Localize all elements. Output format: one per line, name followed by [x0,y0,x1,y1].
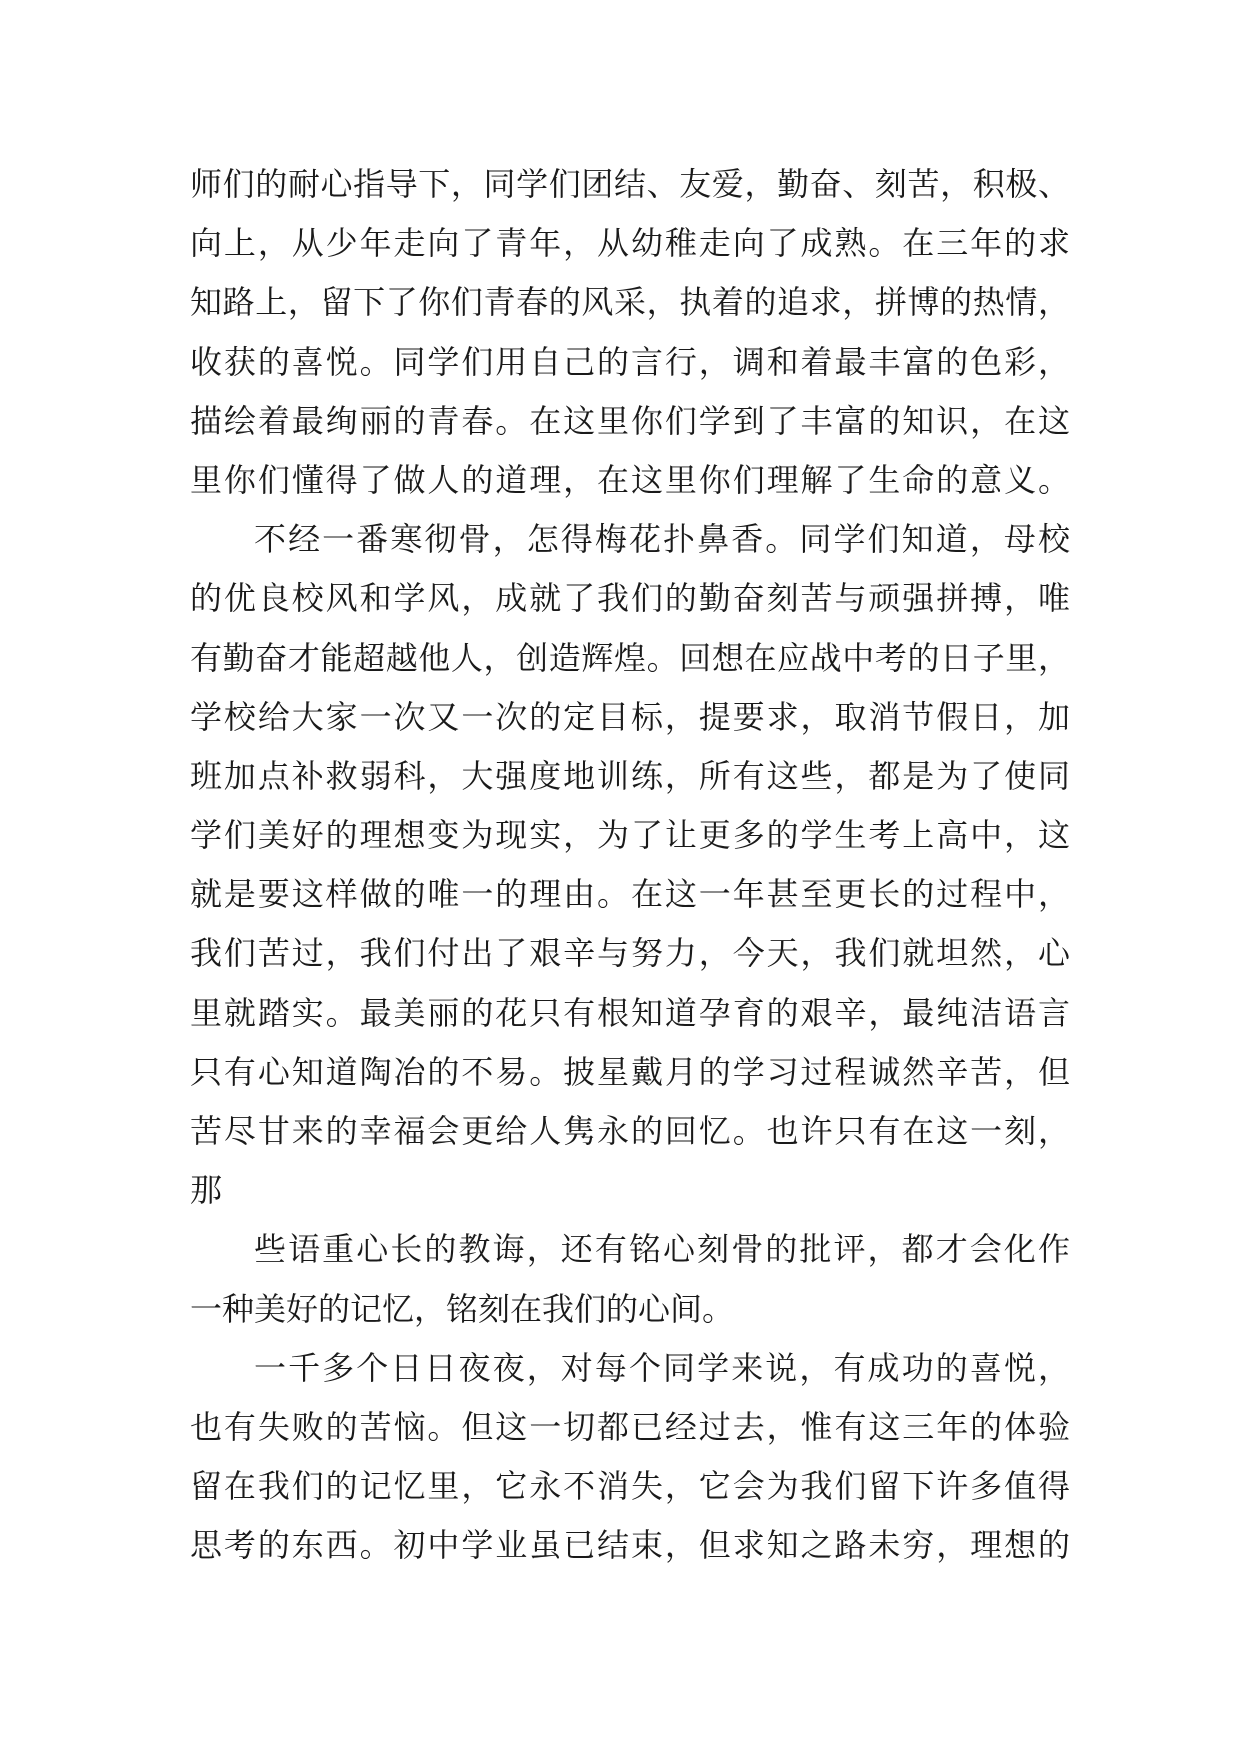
text-line: 只有心知道陶冶的不易。披星戴月的学习过程诚然辛苦，但 [190,1052,1070,1091]
text-line: 也有失败的苦恼。但这一切都已经过去，惟有这三年的体验 [190,1407,1070,1446]
text-line: 就是要这样做的唯一的理由。在这一年甚至更长的过程中， [190,875,1070,914]
paragraph [190,1220,1070,1338]
text-line: 我们苦过，我们付出了艰辛与努力，今天，我们就坦然，心 [190,934,1070,973]
text-line: 学们美好的理想变为现实，为了让更多的学生考上高中，这 [190,816,1070,855]
text-line: 有勤奋才能超越他人，创造辉煌。回想在应战中考的日子里， [190,638,1070,677]
text-line: 学校给大家一次又一次的定目标，提要求，取消节假日，加 [190,697,1070,736]
paragraph [190,155,1070,510]
text-line: 知路上，留下了你们青春的风采，执着的追求，拼博的热情， [190,283,1070,322]
text-line: 苦尽甘来的幸福会更给人隽永的回忆。也许只有在这一刻， [190,1112,1070,1150]
text-line: 一种美好的记忆，铭刻在我们的心间。 [190,1289,735,1328]
text-line: 向上，从少年走向了青年，从幼稚走向了成熟。在三年的求 [190,224,1070,263]
text-line: 师们的耐心指导下，同学们团结、友爱，勤奋、刻苦，积极、 [190,165,1070,203]
text-line: 里就踏实。最美丽的花只有根知道孕育的艰辛，最纯洁语言 [190,993,1070,1032]
paragraph [190,1339,1070,1576]
text-line: 班加点补救弱科，大强度地训练，所有这些，都是为了使同 [190,756,1070,795]
text-line: 收获的喜悦。同学们用自己的言行，调和着最丰富的色彩， [190,342,1070,381]
text-line: 思考的东西。初中学业虽已结束，但求知之路未穷，理想的 [190,1526,1070,1565]
document-body [190,155,1070,1576]
text-line: 里你们懂得了做人的道理，在这里你们理解了生命的意义。 [190,460,1070,499]
text-line: 些语重心长的教诲，还有铭心刻骨的批评，都才会化作 [254,1230,1070,1269]
text-line: 不经一番寒彻骨，怎得梅花扑鼻香。同学们知道，母校 [254,520,1070,559]
text-line: 描绘着最绚丽的青春。在这里你们学到了丰富的知识，在这 [190,401,1070,440]
text-line: 一千多个日日夜夜，对每个同学来说，有成功的喜悦， [254,1348,1070,1387]
text-line: 留在我们的记忆里，它永不消失，它会为我们留下许多值得 [190,1467,1070,1506]
text-line: 的优良校风和学风，成就了我们的勤奋刻苦与顽强拼搏，唯 [190,579,1070,618]
paragraph [190,510,1070,1220]
text-line: 那 [190,1171,223,1210]
